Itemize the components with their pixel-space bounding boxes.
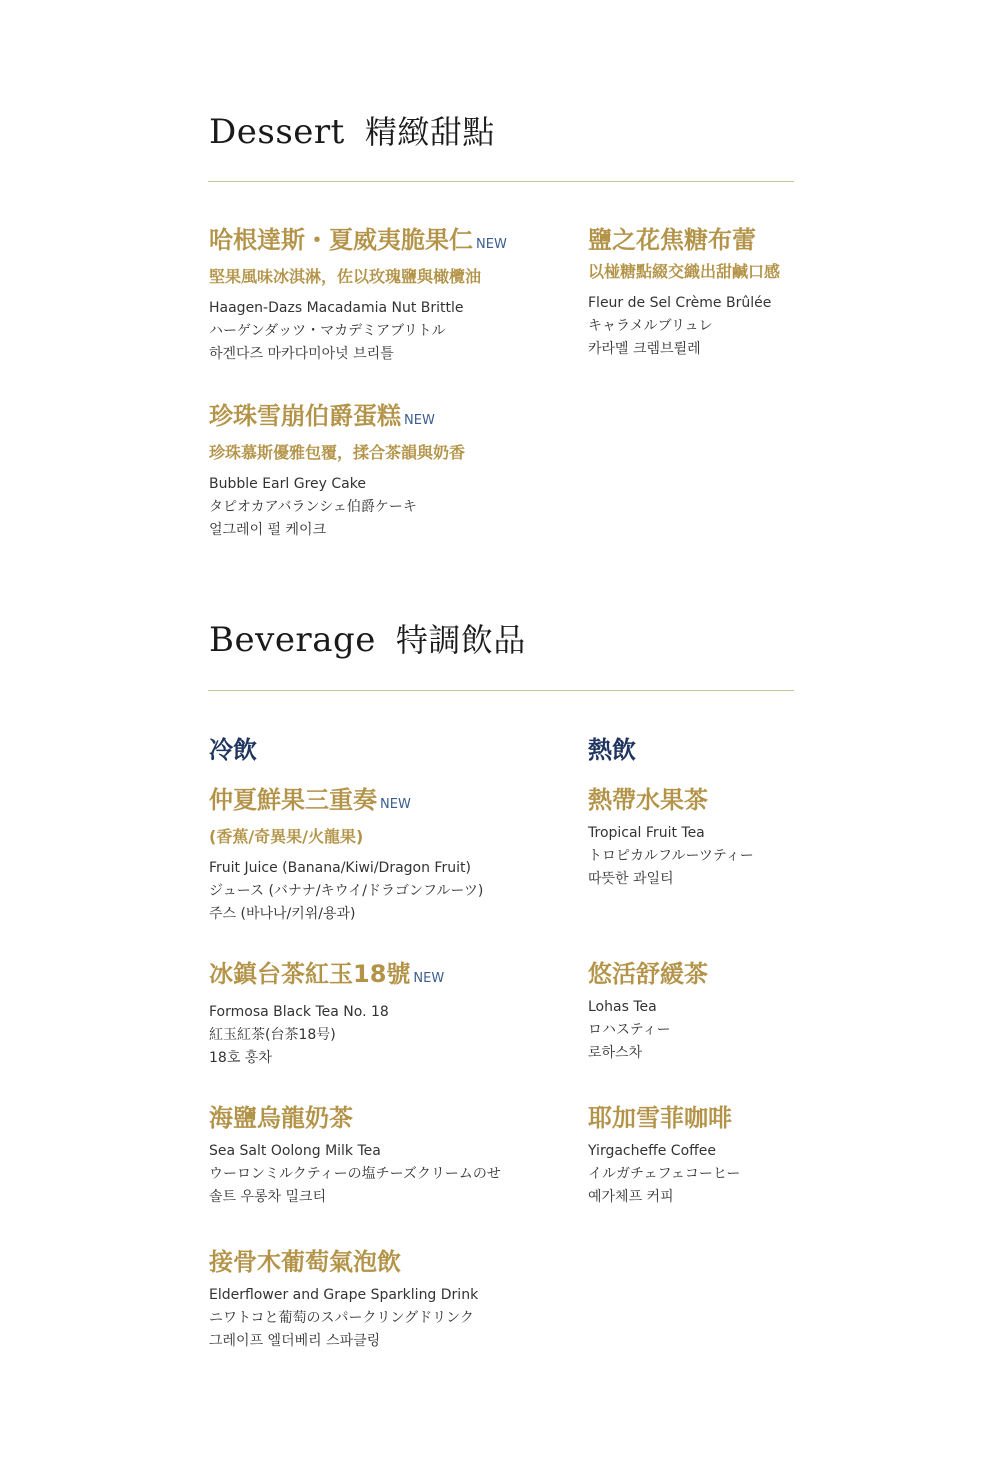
dessert-title-zh: 精緻甜點 [364, 113, 495, 151]
item-name: 耶加雪菲咖啡 [588, 1104, 732, 1132]
new-badge: NEW [404, 413, 435, 428]
beverage-title-en: Beverage [209, 620, 376, 660]
beverage-divider [208, 690, 794, 691]
menu-item-lohas-tea [588, 958, 708, 1065]
item-name-ja: タピオカアバランシェ伯爵ケーキ [209, 499, 417, 515]
item-name-ko: 솔트 우롱차 밀크티 [209, 1189, 327, 1205]
item-name-text: 冰鎮台茶紅玉18號 [209, 960, 411, 988]
item-name-text: 珍珠雪崩伯爵蛋糕 [209, 402, 401, 430]
item-name [209, 958, 444, 995]
menu-item-creme-brulee [588, 224, 780, 361]
item-name-ja: ロハスティー [588, 1022, 671, 1038]
item-name: 熱帶水果茶 [588, 786, 708, 814]
item-name-ja: 紅玉紅茶(台茶18号) [209, 1027, 336, 1043]
item-name-en: Lohas Tea [588, 999, 657, 1015]
menu-item-macadamia [209, 224, 507, 366]
cold-drinks-heading: 冷飲 [209, 736, 257, 764]
item-name-ja: ハーゲンダッツ・マカデミアブリトル [209, 323, 446, 339]
new-badge: NEW [476, 237, 507, 252]
menu-item-yirgacheffe-coffee [588, 1102, 740, 1209]
item-name-ko: 예가체프 커피 [588, 1189, 674, 1205]
item-name-ja: トロピカルフルーツティー [588, 848, 754, 864]
hot-drinks-heading: 熱飲 [588, 736, 636, 764]
dessert-title-en: Dessert [209, 112, 345, 152]
new-badge: NEW [413, 971, 445, 986]
item-name-en: Bubble Earl Grey Cake [209, 476, 366, 492]
item-name-en: Fleur de Sel Crème Brûlée [588, 295, 772, 311]
item-name-en: Formosa Black Tea No. 18 [209, 1004, 389, 1020]
item-description: 以椪糖點綴交織出甜鹹口感 [588, 262, 781, 281]
item-name-ja: キャラメルブリュレ [588, 318, 713, 334]
item-name-en: Elderflower and Grape Sparkling Drink [209, 1287, 479, 1303]
menu-item-tropical-fruit-tea [588, 784, 754, 891]
menu-item-black-tea-18 [209, 958, 444, 1070]
item-name [209, 400, 465, 437]
beverage-section-title [209, 620, 526, 660]
item-name-ko: 얼그레이 펄 케이크 [209, 522, 327, 538]
item-name-text: 哈根達斯・夏威夷脆果仁 [209, 226, 473, 254]
item-description: 堅果風味冰淇淋，佐以玫瑰鹽與橄欖油 [209, 267, 482, 286]
item-name: 鹽之花焦糖布蕾 [588, 226, 756, 254]
item-name [209, 224, 507, 261]
item-name [209, 784, 483, 821]
item-name-ja: イルガチェフェコーヒー [588, 1166, 741, 1182]
item-name-ja: ウーロンミルクティーの塩チーズクリームのせ [209, 1166, 501, 1182]
item-name: 海鹽烏龍奶茶 [209, 1104, 353, 1132]
item-name-en: Fruit Juice (Banana/Kiwi/Dragon Fruit) [209, 860, 471, 876]
item-name-ko: 따뜻한 과일티 [588, 871, 674, 887]
item-name-en: Haagen-Dazs Macadamia Nut Brittle [209, 300, 464, 316]
item-name-ko: 로하스차 [588, 1045, 643, 1061]
item-name-ko: 주스 (바나나/키위/용과) [209, 906, 356, 922]
item-description: 珍珠慕斯優雅包覆，揉合茶韻與奶香 [209, 443, 466, 462]
item-name-ko: 그레이프 엘더베리 스파클링 [209, 1333, 381, 1349]
item-name-ja: ジュース (バナナ/キウイ/ドラゴンフルーツ) [209, 883, 484, 899]
item-name-text: 仲夏鮮果三重奏 [209, 786, 377, 814]
item-name-en: Sea Salt Oolong Milk Tea [209, 1143, 381, 1159]
item-name: 悠活舒緩茶 [588, 960, 708, 988]
item-name-en: Tropical Fruit Tea [588, 825, 705, 841]
item-name-en: Yirgacheffe Coffee [588, 1143, 717, 1159]
dessert-divider [208, 181, 794, 182]
dessert-section-title [209, 112, 495, 152]
item-name-ja: ニワトコと葡萄のスパークリングドリンク [209, 1310, 474, 1326]
item-name: 接骨木葡萄氣泡飲 [209, 1248, 401, 1276]
new-badge: NEW [380, 797, 411, 812]
menu-item-elderflower-drink [209, 1246, 478, 1353]
item-description: (香蕉/奇異果/火龍果) [209, 827, 364, 846]
beverage-title-zh: 特調飲品 [395, 621, 526, 659]
item-name-ko: 카라멜 크렘브륄레 [588, 341, 701, 357]
item-name-ko: 하겐다즈 마카다미아넛 브리틀 [209, 346, 394, 362]
menu-item-fruit-juice [209, 784, 483, 926]
item-name-ko: 18호 홍차 [209, 1050, 272, 1066]
menu-item-earl-grey-cake [209, 400, 465, 542]
menu-item-oolong-milk-tea [209, 1102, 501, 1209]
